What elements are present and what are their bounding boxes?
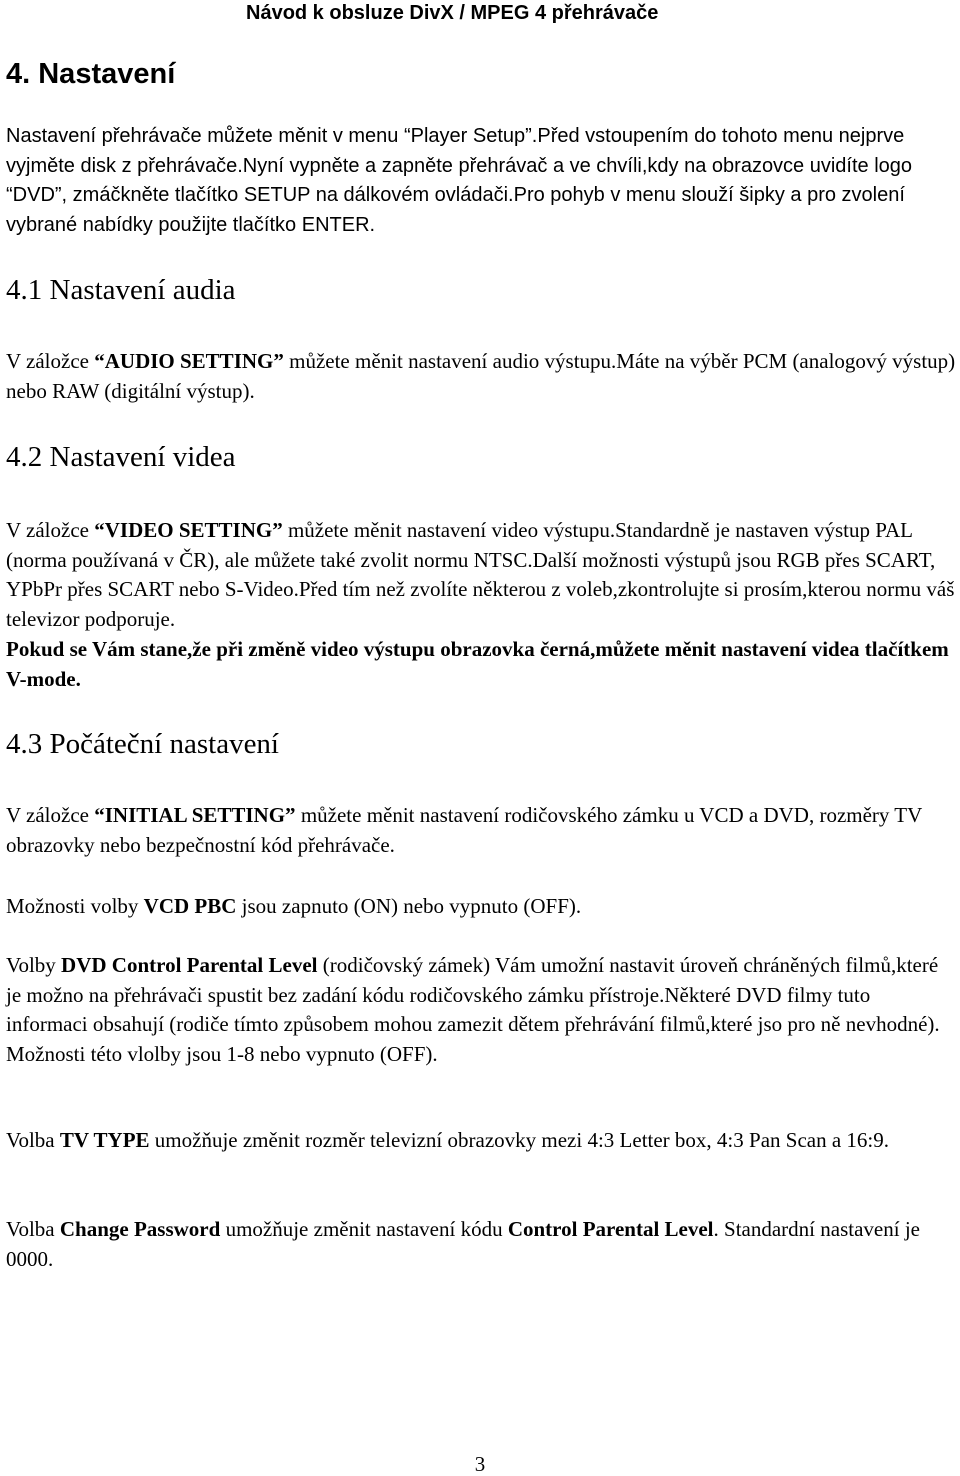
section-title: 4. Nastavení <box>6 58 176 90</box>
initial-paragraph: V záložce “INITIAL SETTING” můžete měnit nastavení rodičovského zámku u VCD a DVD, rozměry TV obrazovky nebo bezpečnostní kód přehrávače. <box>6 803 922 857</box>
document-header: Návod k obsluze DivX / MPEG 4 přehrávače <box>246 2 659 24</box>
tv-type-paragraph: Volba TV TYPE umožňuje změnit rozměr televizní obrazovky mezi 4:3 Letter box, 4:3 Pan Scan a 16:9. <box>6 1128 889 1152</box>
video-paragraph: V záložce “VIDEO SETTING” můžete měnit nastavení video výstupu.Standardně je nastaven výstup PAL (norma používaná v ČR), ale můžete také zvolit normu NTSC.Další možnosti výstupů jsou RGB přes SCART, YPbPr přes SCART nebo S-Video.Před tím než zvolíte některou z voleb,zkontrolujte si prosím,kterou normu váš televizor podporuje. <box>6 518 955 631</box>
intro-paragraph: Nastavení přehrávače můžete měnit v menu “Player Setup”.Před vstoupením do tohoto menu nejprve vyjměte disk z přehrávače.Nyní vypněte a zapněte přehrávač a ve chvíli,kdy na obrazovce uvidíte logo “DVD”, zmáčkněte tlačítko SETUP na dálkovém ovládači.Pro pohyb v menu slouží šipky a pro zvolení vybrané nabídky použijte tlačítko ENTER. <box>6 125 913 236</box>
page-number: 3 <box>474 1452 486 1476</box>
vcd-pbc-paragraph: Možnosti volby VCD PBC jsou zapnuto (ON) nebo vypnuto (OFF). <box>6 894 582 918</box>
audio-paragraph: V záložce “AUDIO SETTING” můžete měnit nastavení audio výstupu.Máte na výběr PCM (analogový výstup) nebo RAW (digitální výstup). <box>6 349 956 403</box>
change-password-paragraph: Volba Change Password umožňuje změnit nastavení kódu Control Parental Level. Standardní nastavení je 0000. <box>6 1217 920 1271</box>
video-heading: 4.2 Nastavení videa <box>6 441 236 473</box>
parental-level-paragraph: Volby DVD Control Parental Level (rodičovský zámek) Vám umožní nastavit úroveň chráněných filmů,které je možno na přehrávači spustit bez zadání kódu rodičovského zámku přístroje.Některé DVD filmy tuto informaci obsahují (rodiče tímto způsobem mohou zamezit dětem přehrávání filmů,které jso pro ně nevhodné). Možnosti této vlolby jsou 1-8 nebo vypnuto (OFF). <box>6 953 940 1066</box>
video-warning: Pokud se Vám stane,že při změně video výstupu obrazovka černá,můžete měnit nastavení videa tlačítkem V-mode. <box>6 637 949 691</box>
audio-heading: 4.1 Nastavení audia <box>6 274 236 306</box>
initial-heading: 4.3 Počáteční nastavení <box>6 728 279 760</box>
